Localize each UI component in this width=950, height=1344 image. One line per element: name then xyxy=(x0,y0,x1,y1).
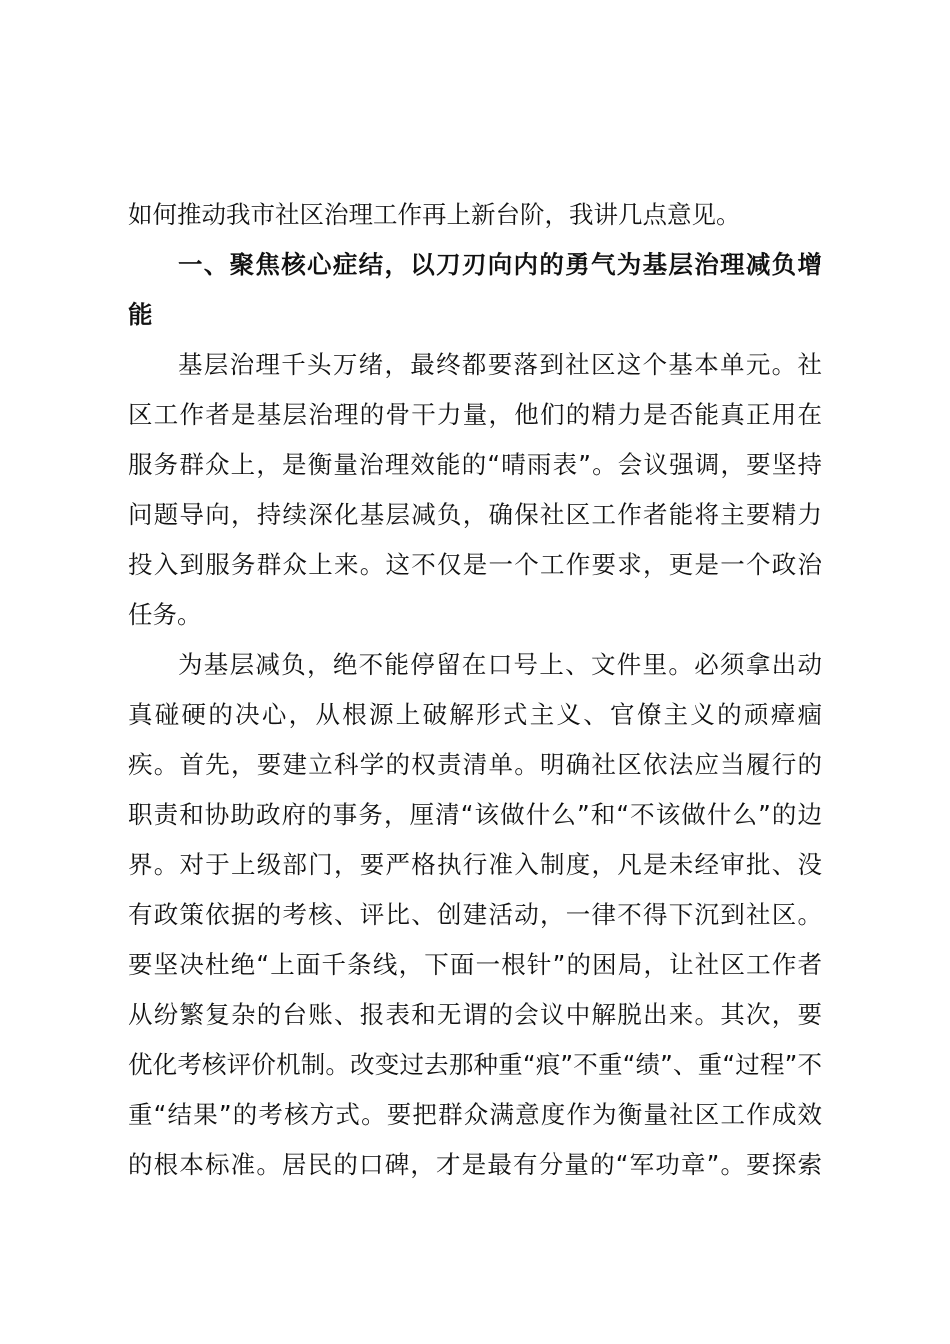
paragraph-line: 问题导向，持续深化基层减负，确保社区工作者能将主要精力 xyxy=(128,500,822,529)
paragraph-line: 区工作者是基层治理的骨干力量，他们的精力是否能真正用在 xyxy=(128,400,822,429)
paragraph-line: 基层治理千头万绪，最终都要落到社区这个基本单元。社 xyxy=(178,350,822,379)
paragraph-line: 界。对于上级部门，要严格执行准入制度，凡是未经审批、没 xyxy=(128,850,822,879)
intro-line: 如何推动我市社区治理工作再上新台阶，我讲几点意见。 xyxy=(128,200,741,229)
paragraph-line: 投入到服务群众上来。这不仅是一个工作要求，更是一个政治 xyxy=(128,550,822,579)
paragraph-line: 要坚决杜绝“上面千条线，下面一根针”的困局，让社区工作者 xyxy=(128,950,822,979)
paragraph-line: 职责和协助政府的事务，厘清“该做什么”和“不该做什么”的边 xyxy=(128,800,822,829)
section-heading: 一、聚焦核心症结，以刀刃向内的勇气为基层治理减负增 xyxy=(178,250,822,279)
paragraph-line: 服务群众上，是衡量治理效能的“晴雨表”。会议强调，要坚持 xyxy=(128,450,822,479)
section-heading: 能 xyxy=(128,300,153,329)
paragraph-line: 从纷繁复杂的台账、报表和无谓的会议中解脱出来。其次，要 xyxy=(128,1000,822,1029)
paragraph-line: 的根本标准。居民的口碑，才是最有分量的“军功章”。要探索 xyxy=(128,1150,822,1179)
paragraph-line: 为基层减负，绝不能停留在口号上、文件里。必须拿出动 xyxy=(178,650,822,679)
paragraph-line: 疾。首先，要建立科学的权责清单。明确社区依法应当履行的 xyxy=(128,750,822,779)
paragraph-line: 优化考核评价机制。改变过去那种重“痕”不重“绩”、重“过程”不 xyxy=(128,1050,822,1079)
paragraph-line: 任务。 xyxy=(128,600,202,629)
paragraph-line: 真碰硬的决心，从根源上破解形式主义、官僚主义的顽瘴痼 xyxy=(128,700,822,729)
paragraph-line: 重“结果”的考核方式。要把群众满意度作为衡量社区工作成效 xyxy=(128,1100,822,1129)
paragraph-line: 有政策依据的考核、评比、创建活动，一律不得下沉到社区。 xyxy=(128,900,822,929)
